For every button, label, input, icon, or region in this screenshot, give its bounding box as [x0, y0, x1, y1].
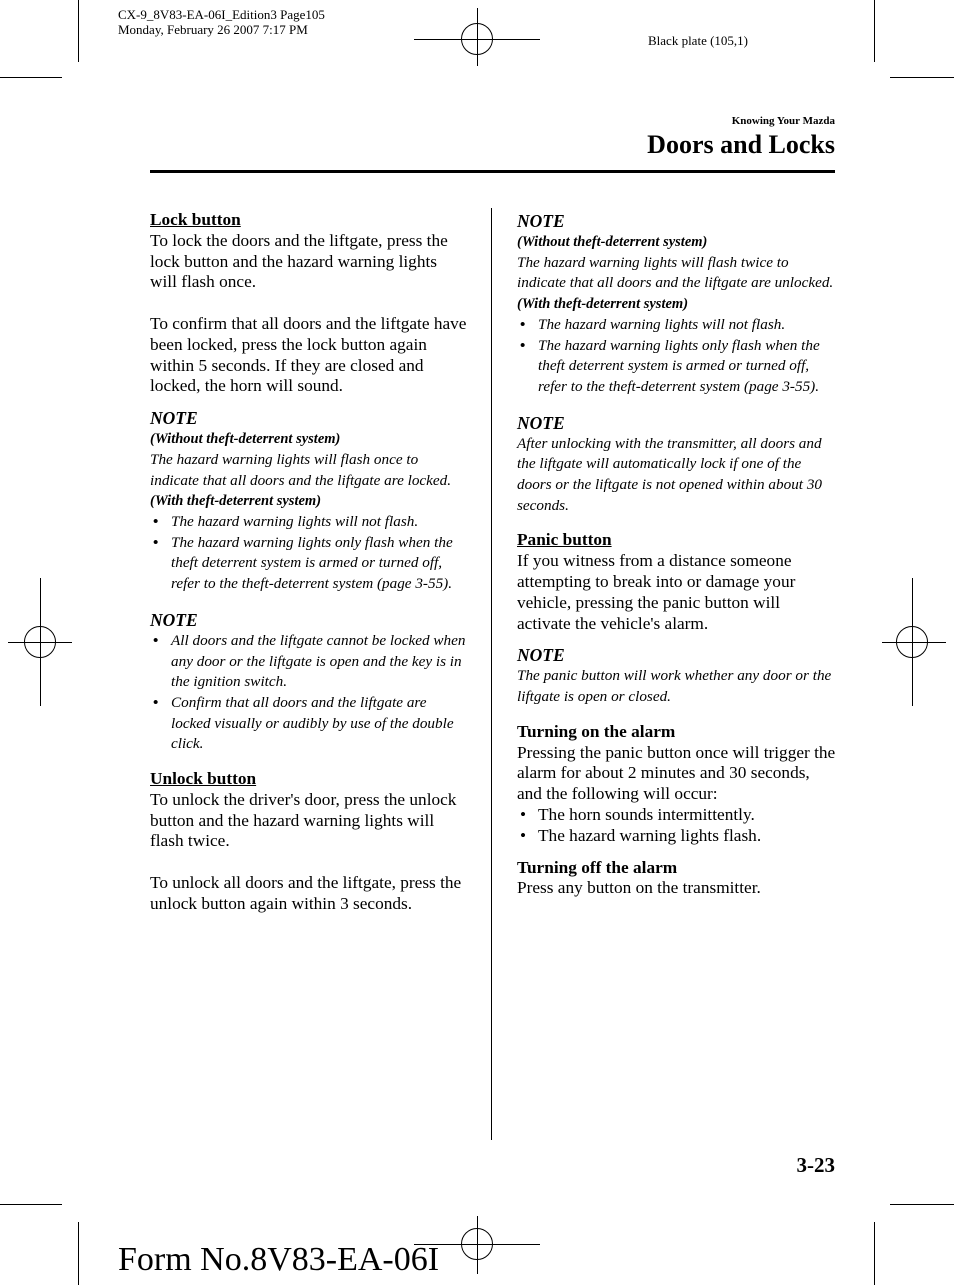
lock-note-1 — [150, 407, 468, 595]
note-condition-with: (With theft-deterrent system) — [517, 296, 689, 313]
unlock-note-1 — [517, 210, 837, 398]
panic-button-heading: Panic button — [517, 530, 612, 550]
column-divider — [491, 208, 492, 1140]
note-label: NOTE — [150, 609, 198, 630]
panic-paragraph: If you witness from a distance someone attempting to break into or damage your vehicle, pressing the panic button will activate the vehicle's alarm. — [517, 551, 796, 633]
print-metadata — [118, 7, 325, 37]
note-label: NOTE — [517, 645, 565, 666]
lock-paragraph-1: To lock the doors and the liftgate, press the lock button and the hazard warning lights will flash once. — [150, 230, 448, 292]
note-text: The hazard warning lights will flash once to indicate that all doors and the liftgate are locked. — [150, 450, 452, 489]
lock-paragraph-2: To confirm that all doors and the liftgate have been locked, press the lock button again within 5 seconds. If they are closed and locked, the horn will sound. — [150, 313, 467, 396]
left-column — [150, 210, 468, 915]
list-item: • The hazard warning lights will not flash. — [150, 512, 468, 533]
note-bullet-list — [150, 631, 468, 755]
alarm-off-paragraph: Press any button on the transmitter. — [517, 878, 761, 898]
list-item: • The hazard warning lights only flash when the theft deterrent system is armed or turned off, refer to the theft-deterrent system (page 3-55). — [517, 336, 837, 398]
alarm-on-bullet-list — [517, 805, 837, 847]
note-bullet-list — [150, 512, 468, 595]
note-text: After unlocking with the transmitter, all doors and the liftgate will automatically lock if one of the doors or the liftgate is not opened within about 30 seconds. — [517, 434, 823, 514]
note-condition-without: (Without theft-deterrent system) — [150, 431, 341, 448]
form-number: Form No.8V83-EA-06I — [118, 1241, 440, 1278]
list-item: • The horn sounds intermittently. — [517, 805, 837, 826]
unlock-note-2 — [517, 412, 837, 517]
list-item: • The hazard warning lights will not flash. — [517, 315, 837, 336]
print-timestamp: Monday, February 26 2007 7:17 PM — [118, 22, 308, 37]
title-rule — [150, 170, 835, 173]
note-bullet-list — [517, 315, 837, 398]
unlock-button-heading: Unlock button — [150, 769, 257, 789]
alarm-on-paragraph: Pressing the panic button once will trigger the alarm for about 2 minutes and 30 seconds, and the following will occur: — [517, 742, 836, 804]
alarm-off-heading: Turning off the alarm — [517, 857, 678, 877]
list-item: • The hazard warning lights only flash when the theft deterrent system is armed or turned off, refer to the theft-deterrent system (page 3-55). — [150, 533, 468, 595]
note-text: The panic button will work whether any door or the liftgate is open or closed. — [517, 667, 832, 706]
note-label: NOTE — [150, 408, 198, 429]
unlock-paragraph-2: To unlock all doors and the liftgate, press the unlock button again within 3 seconds. — [150, 873, 462, 913]
right-column — [517, 210, 837, 899]
alarm-on-heading: Turning on the alarm — [517, 721, 676, 741]
list-item: • Confirm that all doors and the liftgate are locked visually or audibly by use of the double click. — [150, 693, 468, 755]
unlock-paragraph-1: To unlock the driver's door, press the unlock button and the hazard warning lights will flash twice. — [150, 789, 457, 851]
note-label: NOTE — [517, 211, 565, 231]
list-item: • All doors and the liftgate cannot be locked when any door or the liftgate is open and the key is in the ignition switch. — [150, 631, 468, 693]
section-label: Knowing Your Mazda — [731, 115, 835, 127]
note-text: The hazard warning lights will flash twice to indicate that all doors and the liftgate are unlocked. — [517, 253, 834, 292]
list-item: • The hazard warning lights flash. — [517, 826, 837, 847]
note-label: NOTE — [517, 412, 565, 433]
page-number: 3-23 — [796, 1153, 835, 1177]
page-title: Doors and Locks — [647, 130, 835, 159]
note-condition-without: (Without theft-deterrent system) — [517, 234, 708, 250]
panic-note — [517, 644, 837, 707]
note-condition-with: (With theft-deterrent system) — [150, 493, 322, 510]
lock-button-heading: Lock button — [150, 210, 241, 229]
print-file-name: CX-9_8V83-EA-06I_Edition3 Page105 — [118, 7, 325, 22]
plate-label: Black plate (105,1) — [648, 33, 748, 48]
lock-note-2 — [150, 609, 468, 755]
